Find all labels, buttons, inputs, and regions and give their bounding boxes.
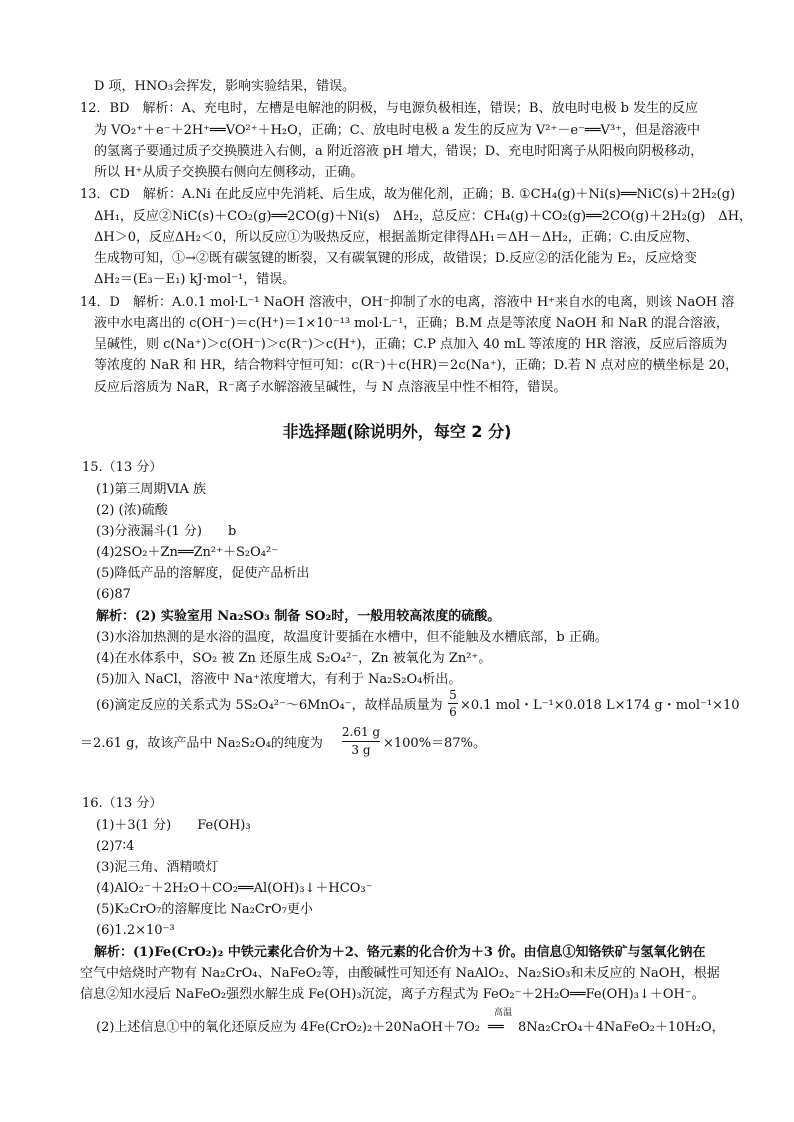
explanation-line: (2)上述信息①中的氧化还原反应为 4Fe(CrO₂)₂＋20NaOH＋7O₂ [96, 1020, 481, 1035]
explanation-line: ×0.1 mol・L⁻¹×0.018 L×174 g・mol⁻¹×10 [460, 698, 740, 713]
fraction-denominator: 3 g [351, 743, 371, 757]
answer-item: (2)7∶4 [96, 839, 135, 854]
explanation-line: (6)滴定反应的关系式为 5S₂O₄²⁻～6MnO₄⁻，故样品质量为 [96, 698, 443, 713]
explanation-line: (5)加入 NaCl，溶液中 Na⁺浓度增大，有利于 Na₂S₂O₄析出。 [96, 672, 462, 687]
answer-12-line: 12．BD 解析：A、充电时，左槽是电解池的阴极，与电源负极相连，错误；B、放电时电极 b 发生的反应 [80, 101, 699, 116]
text-line: 所以 H⁺从质子交换膜右侧向左侧移动，正确。 [94, 165, 364, 180]
explanation-line: 空气中焙烧时产物有 Na₂CrO₄、NaFeO₂等，由酸碱性可知还有 NaAlO₂、Na₂SiO₃和未反应的 NaOH，根据 [80, 966, 720, 981]
answer-13-line: 13．CD 解析：A.Ni 在此反应中先消耗、后生成，故为催化剂，正确；B. ①CH₄(g)＋Ni(s)══NiC(s)＋2H₂(g) [80, 187, 736, 202]
answer-item: (6)87 [96, 587, 131, 602]
fraction-numerator: 5 [449, 688, 457, 702]
section-heading: 非选择题(除说明外，每空 2 分) [282, 422, 512, 441]
fraction-bar [342, 741, 380, 742]
fraction-numerator: 2.61 g [341, 725, 381, 739]
answer-item: (2) (浓)硫酸 [96, 503, 168, 518]
answer-item: (4)2SO₂＋Zn══Zn²⁺＋S₂O₄²⁻ [96, 545, 279, 560]
text-line: ΔH＞0，反应ΔH₂＜0，所以反应①为吸热反应，根据盖斯定律得ΔH₁＝ΔH－ΔH₂，正确；C.由反应物、 [94, 230, 699, 245]
answer-item: (5)K₂CrO₇的溶解度比 Na₂CrO₇更小 [96, 902, 313, 917]
fraction-denominator: 6 [449, 705, 457, 719]
explanation-line: (4)在水体系中，SO₂ 被 Zn 还原生成 S₂O₄²⁻，Zn 被氧化为 Zn²⁺。 [96, 651, 492, 666]
answer-item: (5)降低产品的溶解度，促使产品析出 [96, 566, 310, 581]
text-line: 反应后溶质为 NaR，R⁻离子水解溶液呈碱性，与 N 点溶液呈中性不相符，错误。 [94, 380, 567, 395]
text-line: ΔH₂＝(E₃－E₁) kJ·mol⁻¹，错误。 [94, 272, 296, 287]
answer-item: (4)AlO₂⁻＋2H₂O＋CO₂══Al(OH)₃↓＋HCO₃⁻ [96, 881, 373, 896]
question-15-header: 15.（13 分） [82, 460, 163, 475]
text-line: 为 VO₂⁺＋e⁻＋2H⁺══VO²⁺＋H₂O，正确；C、放电时电极 a 发生的反应为 V²⁺－e⁻══V³⁺，但是溶液中 [94, 123, 701, 138]
explanation-line: 信息②知水浸后 NaFeO₂强烈水解生成 Fe(OH)₃沉淀，离子方程式为 FeO₂⁻＋2H₂O══Fe(OH)₃↓＋OH⁻。 [80, 987, 705, 1002]
explanation-line: 解析：(1)Fe(CrO₂)₂ 中铁元素化合价为＋2、铬元素的化合价为＋3 价。由信息①知铬铁矿与氢氧化钠在 [94, 945, 706, 960]
answer-item: (6)1.2×10⁻³ [96, 923, 175, 938]
text-line: 的氢离子要通过质子交换膜进入右侧，a 附近溶液 pH 增大，错误；D、充电时阳离子从阳极向阴极移动， [94, 144, 704, 159]
explanation-line: 解析：(2) 实验室用 Na₂SO₃ 制备 SO₂时，一般用较高浓度的硫酸。 [96, 609, 501, 624]
equals-sign: ══ [488, 1020, 504, 1035]
question-16-header: 16.（13 分） [82, 796, 163, 811]
explanation-line: (3)水浴加热测的是水浴的温度，故温度计要插在水槽中，但不能触及水槽底部，b 正确。 [96, 630, 608, 645]
answer-item: (1)＋3(1 分) Fe(OH)₃ [96, 818, 251, 833]
text-line: 呈碱性，则 c(Na⁺)＞c(OH⁻)＞c(R⁻)＞c(H⁺)，正确；C.P 点加入 40 mL 等浓度的 HR 溶液，反应后溶质为 [94, 337, 728, 352]
answer-item: (3)泥三角、酒精喷灯 [96, 860, 219, 875]
reaction-condition: 高温 [493, 1008, 512, 1018]
explanation-line: ×100%＝87%。 [383, 736, 486, 751]
answer-14-line: 14．D 解析：A.0.1 mol·L⁻¹ NaOH 溶液中，OH⁻抑制了水的电离，溶液中 H⁺来自水的电离，则该 NaOH 溶 [80, 295, 735, 310]
fraction-bar [448, 703, 458, 704]
answer-item: (3)分液漏斗(1 分) b [96, 524, 237, 539]
text-line: 等浓度的 NaR 和 HR，结合物料守恒可知：c(R⁻)＋c(HR)＝2c(Na⁺)，正确；D.若 N 点对应的横坐标是 20， [94, 358, 739, 373]
text-line: D 项，HNO₃会挥发，影响实验结果，错误。 [94, 79, 356, 94]
text-line: 生成物可知，①→②既有碳氢键的断裂，又有碳氧键的形成，故错误；D.反应②的活化能为 E₂，反应焓变 [94, 251, 697, 266]
text-line: 液中水电离出的 c(OH⁻)＝c(H⁺)＝1×10⁻¹³ mol·L⁻¹，正确；B.M 点是等浓度 NaOH 和 NaR 的混合溶液， [94, 316, 730, 331]
text-line: ΔH₁，反应②NiC(s)＋CO₂(g)══2CO(g)＋Ni(s) ΔH₂，总反应：CH₄(g)＋CO₂(g)══2CO(g)＋2H₂(g) ΔH， [94, 209, 753, 224]
answer-item: (1)第三周期ⅥA 族 [96, 482, 207, 497]
explanation-line: ＝2.61 g，故该产品中 Na₂S₂O₄的纯度为 [80, 736, 323, 751]
explanation-line: 8Na₂CrO₄＋4NaFeO₂＋10H₂O， [518, 1020, 725, 1035]
